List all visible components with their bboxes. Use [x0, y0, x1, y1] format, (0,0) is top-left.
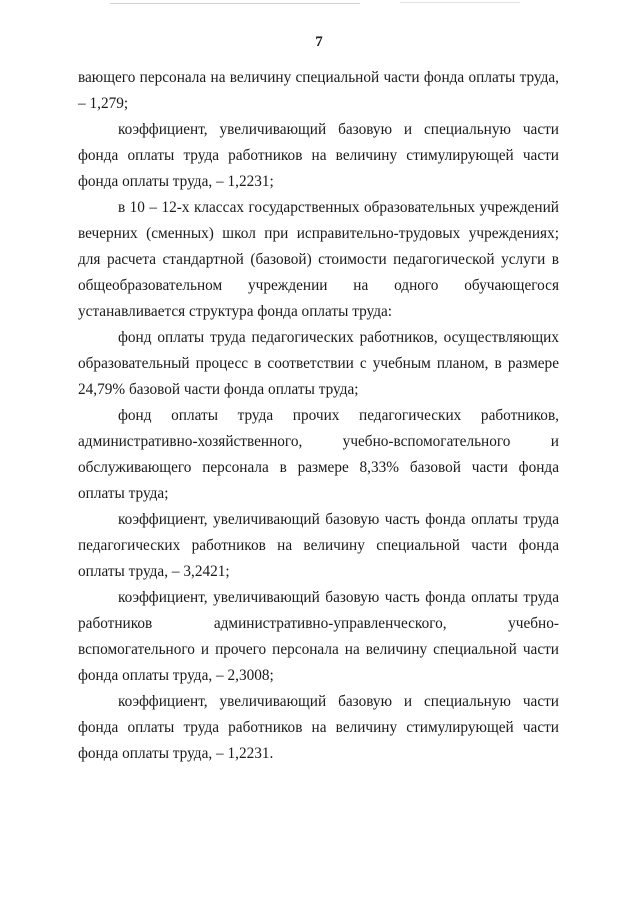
paragraph-other-staff-fund: фонд оплаты труда прочих педагогических работников, административно-хозяйственного, учебно-вспомогательного и обслуживающего персонала в размере 8,33% базовой части фонда оплаты труда;	[78, 407, 559, 502]
scan-artifact-line	[400, 2, 520, 3]
scan-artifact-line	[110, 3, 360, 4]
paragraph-coefficient-stimulating-final: коэффициент, увеличивающий базовую и специальную части фонда оплаты труда работников на величину стимулирующей части фонда оплаты труда, – 1,2231.	[78, 693, 559, 762]
paragraph-coefficient-stimulating: коэффициент, увеличивающий базовую и специальную части фонда оплаты труда работников на величину стимулирующей части фонда оплаты труда, – 1,2231;	[78, 121, 559, 190]
paragraph-coefficient-pedagogical: коэффициент, увеличивающий базовую часть фонда оплаты труда педагогических работников на величину специальной части фонда оплаты труда, – 3,2421;	[78, 511, 559, 580]
paragraph-continuation: вающего персонала на величину специальной части фонда оплаты труда, – 1,279;	[78, 69, 559, 112]
paragraph-coefficient-administrative: коэффициент, увеличивающий базовую часть фонда оплаты труда работников административно-управленческого, учебно-вспомогательного и прочего персонала на величину специальной части фонда оплаты труда, – 2,3008;	[78, 589, 559, 684]
page-number: 7	[315, 34, 323, 50]
document-body	[78, 65, 559, 767]
paragraph-evening-schools: в 10 – 12-х классах государственных образовательных учреждений вечерних (сменных) школ при исправительно-трудовых учреждениях; для расчета стандартной (базовой) стоимости педагогической услуги в общеобразовательном учреждении на одного обучающегося устанавливается структура фонда оплаты труда:	[78, 199, 559, 320]
paragraph-pedagogical-fund: фонд оплаты труда педагогических работников, осуществляющих образовательный процесс в соответствии с учебным планом, в размере 24,79% базовой части фонда оплаты труда;	[78, 329, 559, 398]
